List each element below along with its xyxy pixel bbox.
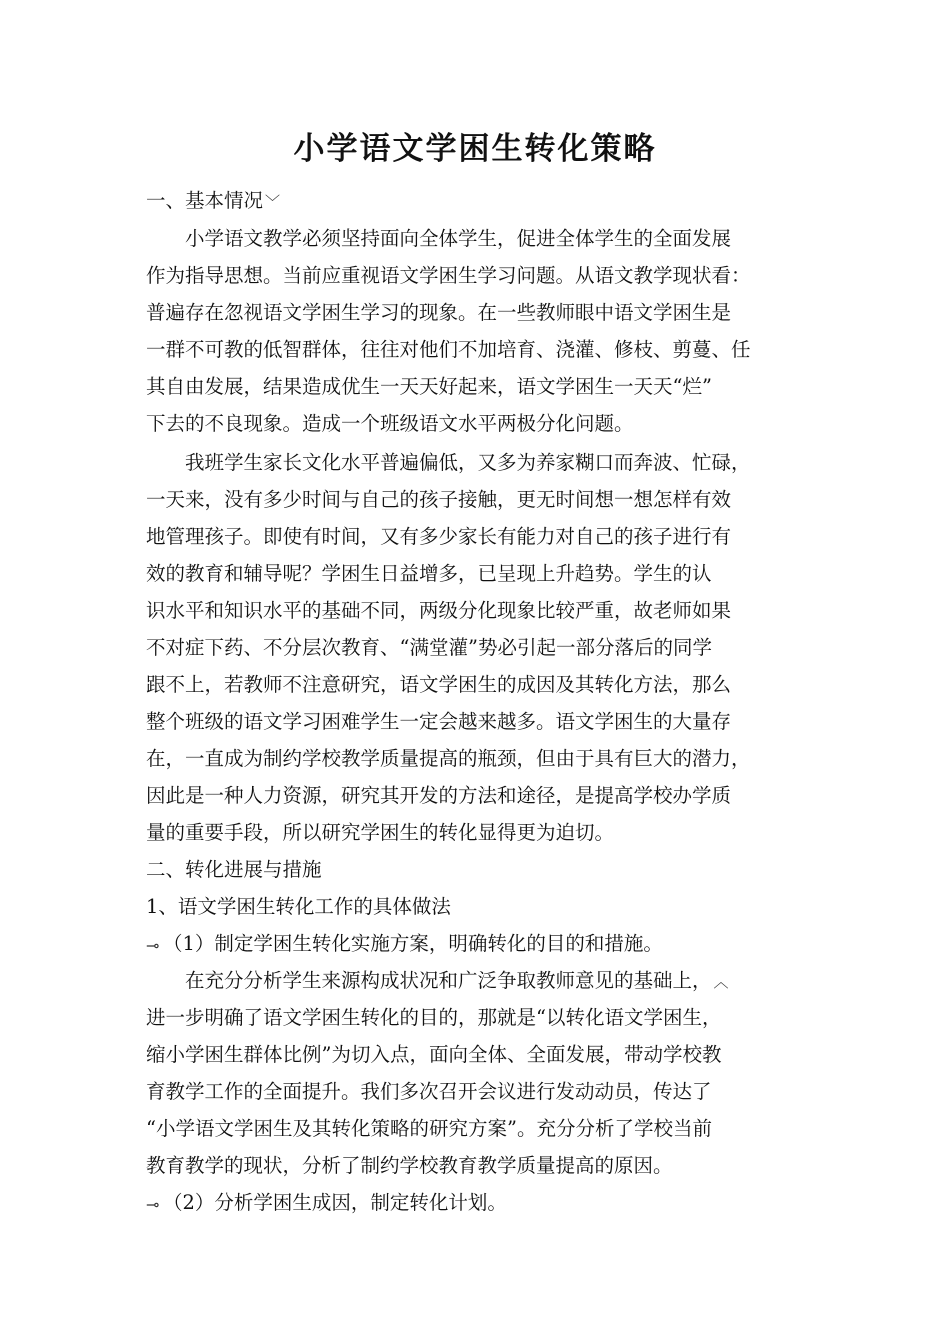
paragraph-line: 育教学工作的全面提升。我们多次召开会议进行发动动员，传达了 — [146, 1080, 712, 1103]
paragraph-line: 进一步明确了语文学困生转化的目的，那就是“以转化语文学困生， — [146, 1006, 722, 1029]
paragraph-line: 一天来，没有多少时间与自己的孩子接触，更无时间想一想怎样有效 — [146, 488, 732, 511]
paragraph-line: 下去的不良现象。造成一个班级语文水平两极分化问题。 — [146, 412, 634, 435]
paragraph-line: 作为指导思想。当前应重视语文学困生学习问题。从语文教学现状看： — [146, 264, 751, 287]
section-heading-progress-measures: 二、转化进展与措施 — [146, 858, 322, 881]
annotation-mark-icon: ⊸ — [146, 936, 160, 955]
section-heading-basic-situation — [146, 184, 280, 219]
document-title: 小学语文学困生转化策略 — [293, 131, 657, 167]
paragraph-line: 一群不可教的低智群体，往往对他们不加培育、浇灌、修枝、剪蔓、任 — [146, 338, 751, 361]
paragraph-line: 效的教育和辅导呢？学困生日益增多，已呈现上升趋势。学生的认 — [146, 562, 712, 585]
paragraph-line: 普遍存在忽视语文学困生学习的现象。在一些教师眼中语文学困生是 — [146, 301, 732, 324]
heading-text: 一、基本情况 — [146, 189, 264, 212]
paragraph-line: 识水平和知识水平的基础不同，两级分化现象比较严重，故老师如果 — [146, 599, 732, 622]
paragraph-line: 整个班级的语文学习困难学生一定会越来越多。语文学困生的大量存 — [146, 710, 732, 733]
paragraph-line: 缩小学困生群体比例”为切入点，面向全体、全面发展，带动学校教 — [146, 1043, 722, 1066]
paragraph-line: 我班学生家长文化水平普遍偏低，又多为养家糊口而奔波、忙碌， — [185, 451, 751, 474]
annotation-mark-icon: ﹀ — [265, 193, 281, 211]
annotation-mark-icon: ⊸ — [146, 1195, 160, 1214]
paragraph-line: 其自由发展，结果造成优生一天天好起来，语文学困生一天天“烂” — [146, 375, 712, 398]
paragraph-line: 教育教学的现状，分析了制约学校教育教学质量提高的原因。 — [146, 1154, 673, 1177]
subsection-heading: 1、语文学困生转化工作的具体做法 — [146, 895, 451, 918]
paragraph-line — [185, 964, 729, 999]
paragraph-line: 跟不上，若教师不注意研究，语文学困生的成因及其转化方法，那么 — [146, 673, 732, 696]
annotation-mark-icon: ︿ — [713, 973, 729, 991]
paragraph-line: 量的重要手段，所以研究学困生的转化显得更为迫切。 — [146, 821, 615, 844]
paragraph-line: 因此是一种人力资源，研究其开发的方法和途径，是提高学校办学质 — [146, 784, 732, 807]
step-heading: （2）分析学困生成因，制定转化计划。 — [163, 1191, 507, 1214]
step-heading: （1）制定学困生转化实施方案，明确转化的目的和措施。 — [163, 932, 663, 955]
paragraph-line: 不对症下药、不分层次教育、“满堂灌”势必引起一部分落后的同学 — [146, 636, 712, 659]
paragraph-line: 在，一直成为制约学校教学质量提高的瓶颈，但由于具有巨大的潜力， — [146, 747, 751, 770]
paragraph-line: 地管理孩子。即使有时间，又有多少家长有能力对自己的孩子进行有 — [146, 525, 732, 548]
paragraph-line: “小学语文学困生及其转化策略的研究方案”。充分分析了学校当前 — [146, 1117, 712, 1140]
paragraph-text: 在充分分析学生来源构成状况和广泛争取教师意见的基础上， — [185, 969, 712, 992]
paragraph-line: 小学语文教学必须坚持面向全体学生，促进全体学生的全面发展 — [185, 227, 732, 250]
